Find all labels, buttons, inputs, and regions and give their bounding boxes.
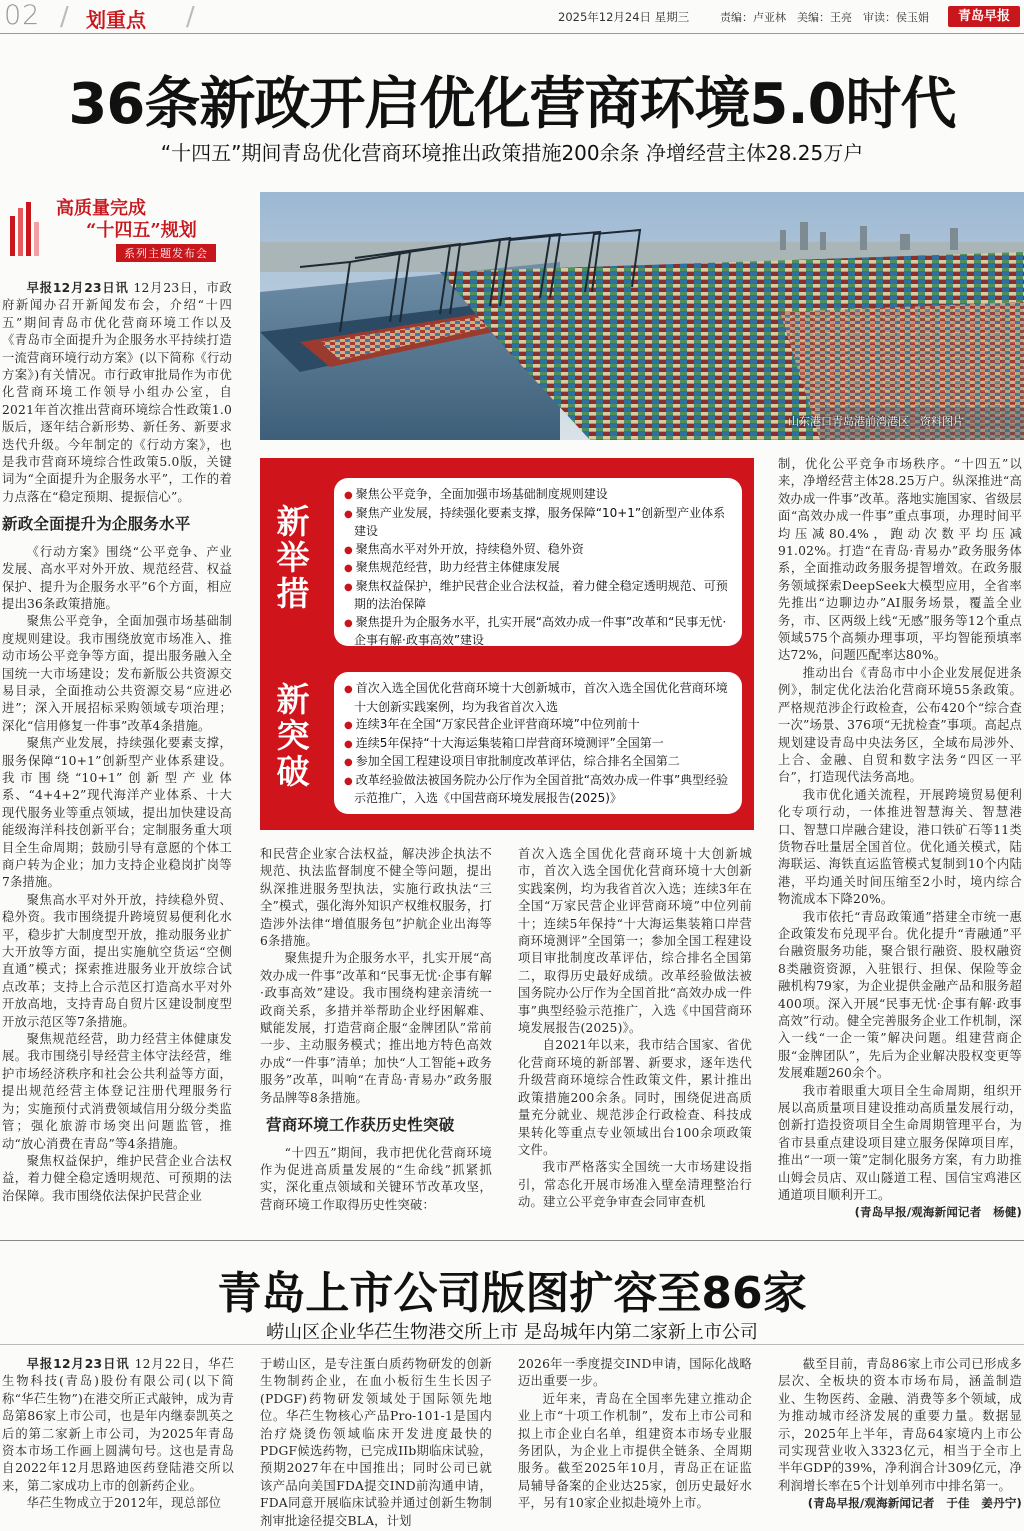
new-breakthroughs-box bbox=[334, 672, 742, 814]
newspaper-logo: 青岛早报 bbox=[948, 6, 1020, 27]
paragraph: 12月22日，华芢生物科技(青岛)股份有限公司(以下简称“华芢生物”)在港交所正式敲钟，成为青岛第86家上市公司，也是年内继泰凯英之后的第二家新上市公司，为2025年青岛资本市场工作画上圆满句号。这也是青岛自2022年12月思路迪医药登陆港交所以来，第二家成功上市的创新药企业。 bbox=[2, 1357, 234, 1493]
reporter-credit: (青岛早报/观海新闻记者 于佳 姜丹宁) bbox=[807, 1496, 1022, 1511]
paragraph: 我市严格落实全国统一大市场建设指引，常态化开展市场准入壁垒清理整治行动。建立公平竞争审查会同审查机 bbox=[518, 1160, 752, 1210]
header-divider: / bbox=[60, 2, 69, 32]
series-logo-line1: 高质量完成 bbox=[56, 198, 146, 219]
paragraph: 自2021年以来，我市结合国家、省优化营商环境的新部署、新要求，逐年迭代升级营商环境综合性政策文件，累计推出政策措施200余条。同时，围绕促进高质量充分就业、规范涉企行政检查、科技成果转化等重点专业领域出台100余项政策文件。 bbox=[518, 1038, 752, 1157]
paragraph: 首次入选全国优化营商环境十大创新城市，首次入选全国优化营商环境十大创新实践案例，均为我省首次入选；连续3年在全国“万家民营企业评营商环境”中位列前十；连续5年保持“十大海运集装箱口岸营商环境测评”全国第一；参加全国工程建设项目审批制度改革评估，综合排名全国第二，取得历史最好成绩。改革经验做法被国务院办公厅作为全国首批“高效办成一件事”典型经验示范推广，入选《中国营商环境发展报告(2025)》。 bbox=[518, 847, 752, 1036]
section-subhead: 新政全面提升为企服务水平 bbox=[2, 515, 191, 534]
lead-subtitle: “十四五”期间青岛优化营商环境推出政策措施200余条 净增经营主体28.25万户 bbox=[160, 141, 864, 165]
new-measures-box bbox=[334, 478, 742, 646]
highlights-panel bbox=[260, 458, 754, 830]
list-item: ● 连续5年保持“十大海运集装箱口岸营商环境测评”全国第一 bbox=[344, 735, 732, 754]
series-logo-tag: 系列主题发布会 bbox=[116, 244, 216, 262]
paragraph: 我市着眼重大项目全生命周期，组织开展以高质量项目建设推动高质量发展行动，创新打造投资项目全生命周期管理平台，为省市县重点建设项目建立服务保障项目库，推出“一项一策”定制化服务方案，有力助推山姆会员店、双山隧道工程、国信宝鸡港区通道项目顺利开工。 bbox=[778, 1083, 1022, 1203]
paragraph: 我市优化通关流程，开展跨境贸易便利化专项行动，一体推进智慧海关、智慧港口、智慧口岸融合建设，港口铁矿石等11类货物吞吐量居全国首位。优化通关模式，陆海联运、海铁直运监管模式复制到10个内陆港，平均通关时间压缩至2小时，境内综合物流成本下降20%。 bbox=[778, 787, 1022, 907]
series-logo-line2: “十四五”规划 bbox=[86, 220, 197, 241]
list-item: ● 聚焦高水平对外开放，持续稳外贸、稳外资 bbox=[344, 541, 732, 560]
lead-article-column-3 bbox=[518, 846, 752, 1234]
page-number: 02 bbox=[4, 0, 41, 31]
paragraph: 2026年一季度提交IND申请，国际化战略迈出重要一步。 bbox=[518, 1357, 752, 1389]
list-item: ● 聚焦公平竞争，全面加强市场基础制度规则建设 bbox=[344, 486, 732, 505]
series-logo bbox=[4, 192, 248, 266]
issue-date: 2025年12月24日 星期三 bbox=[558, 10, 690, 24]
paragraph: 于崂山区，是专注蛋白质药物研发的创新生物制药企业，在血小板衍生生长因子(PDGF)药物研发领域处于国际领先地位。华芢生物核心产品Pro-101-1是国内治疗烧烫伤领域临床开发进度最快的PDGF候选药物，已完成IIb期临床试验，预期2027年在中国推出；同时公司已就该产品向美国FDA提交IND前沟通申请，FDA同意开展临床试验并通过创新生物制剂审批途径提交BLA，计划 bbox=[260, 1357, 492, 1528]
list-item: ● 首次入选全国优化营商环境十大创新城市，首次入选全国优化营商环境十大创新实践案例，均为我省首次入选 bbox=[344, 680, 732, 716]
paragraph: 近年来，青岛在全国率先建立推动企业上市“十项工作机制”，发布上市公司和拟上市企业白名单，组建资本市场专业服务团队，为企业上市提供全链条、全周期服务。截至2025年10月，青岛正在证监局辅导备案的企业达25家，创历史最好水平，另有10家企业拟赴境外上市。 bbox=[518, 1391, 752, 1511]
lead-article-column-4 bbox=[778, 456, 1022, 1234]
list-item: ● 聚焦提升为企服务水平，扎实开展“高效办成一件事”改革和“民事无忧·企事有解·政事高效”建设 bbox=[344, 614, 732, 647]
story-divider bbox=[0, 1240, 1024, 1241]
list-item: ● 聚焦规范经营，助力经营主体健康发展 bbox=[344, 559, 732, 578]
article-byline: 早报12月23日讯 bbox=[26, 281, 129, 295]
lead-article-column-2 bbox=[260, 846, 492, 1234]
paragraph: 12月23日，市政府新闻办召开新闻发布会，介绍“十四五”期间青岛市优化营商环境工作以及《青岛市全面提升为企服务水平持续打造一流营商环境行动方案》(以下简称《行动方案》)有关情况。市行政审批局作为市优化营商环境工作领导小组办公室，自2021年首次推出营商环境综合性政策1.0版后，逐年结合新形势、新任务、新要求迭代升级。今年制定的《行动方案》，也是我市营商环境综合性政策5.0版，关键词为“全面提升为企服务水平”，工作的着力点落在“稳定预期、提振信心”。 bbox=[2, 281, 232, 504]
paragraph: 截至目前，青岛86家上市公司已形成多层次、全板块的资本市场布局，涵盖制造业、生物医药、金融、消费等多个领域，成为推动城市经济发展的重要力量。数据显示，2025年上半年，青岛64家境内上市公司实现营业收入3323亿元，相当于全市上半年GDP的39%，净利润合计309亿元，净利润增长率在5个计划单列市中排名第一。 bbox=[778, 1357, 1022, 1493]
paragraph: 聚焦公平竞争，全面加强市场基础制度规则建设。我市围绕放宽市场准入、推动市场公平竞争等方面，提出服务融入全国统一大市场建设；发布新版公共资源交易目录，全面推动公共资源交易“应进必进”；深入开展招标采购领域专项治理；深化“信用修复一件事”改革4条措施。 bbox=[2, 614, 232, 733]
paragraph: “十四五”期间，我市把优化营商环境作为促进高质量发展的“生命线”抓紧抓实，深化重点领域和关键环节改革攻坚，营商环境工作取得历史性突破： bbox=[260, 1145, 492, 1212]
lead-article-column-1 bbox=[2, 280, 232, 1232]
port-photo bbox=[260, 192, 1024, 440]
second-subtitle: 崂山区企业华芢生物港交所上市 是岛城年内第二家新上市公司 bbox=[266, 1322, 758, 1343]
editor-credits: 责编：卢亚林 美编：王亮 审读：侯玉娟 bbox=[720, 11, 929, 24]
second-article-column-1 bbox=[2, 1356, 234, 1530]
paragraph: 推动出台《青岛市中小企业发展促进条例》，制定优化法治化营商环境55条政策。严格规范涉企行政检查，公布420个“综合查一次”场景、376项“无扰检查”事项。高起点规划建设青岛中央法务区，全域布局涉外、上合、金融、自贸和数字法务“四区一平台”，打造现代法务高地。 bbox=[778, 665, 1022, 785]
second-article-column-2 bbox=[260, 1356, 492, 1530]
article-byline: 早报12月23日讯 bbox=[26, 1357, 130, 1371]
new-breakthroughs-label: 新突破 bbox=[276, 680, 310, 791]
paragraph: 制，优化公平竞争市场秩序。“十四五”以来，净增经营主体28.25万户。纵深推进“高效办成一件事”改革。落地实施国家、省级层面“高效办成一件事”重点事项，办理时间平均压减80.4%，跑动次数平均压减91.02%。打造“在青岛·青易办”政务服务体系，全面推动政务服务提智增效。在政务服务领域探索DeepSeek大模型应用，全省率先推出“边聊边办”AI服务场景，覆盖全业务，市、区两级上线“无感”服务等12个重点领域575个高频办理事项，平均智能预填率达72%，问题匹配率达80%。 bbox=[778, 457, 1022, 663]
lead-headline: 36条新政开启优化营商环境5.0时代 bbox=[68, 72, 956, 137]
section-title: 划重点 bbox=[86, 8, 146, 32]
second-article-column-3 bbox=[518, 1356, 752, 1530]
list-item: ● 参加全国工程建设项目审批制度改革评估，综合排名全国第二 bbox=[344, 753, 732, 772]
second-headline: 青岛上市公司版图扩容至86家 bbox=[217, 1268, 807, 1319]
paragraph: 《行动方案》围绕“公平竞争、产业发展、高水平对外开放、规范经营、权益保护、提升为企服务水平”6个方面，相应提出36条政策措施。 bbox=[2, 544, 232, 611]
paragraph: 我市依托“青岛政策通”搭建全市统一惠企政策发布兑现平台。优化提升“青融通”平台融资服务功能，聚合银行融资、股权融资8类融资资源，入驻银行、担保、保险等金融机构79家，为企业提供金融产品和服务超400项。深入开展“民事无忧·企事有解·政事高效”行动。健全完善服务企业工作机制，深入一线“一企一策”解决问题。组建营商企服“金牌团队”，先后为企业解决股权变更等发展难题260余个。 bbox=[778, 909, 1022, 1081]
port-photo-image bbox=[260, 192, 1024, 440]
second-article-column-4 bbox=[778, 1356, 1022, 1530]
section-subhead: 营商环境工作获历史性突破 bbox=[266, 1116, 455, 1135]
header-divider: / bbox=[186, 2, 195, 32]
list-item: ● 改革经验做法被国务院办公厅作为全国首批“高效办成一件事”典型经验示范推广，入选《中国营商环境发展报告(2025)》 bbox=[344, 772, 732, 808]
paragraph: 聚焦高水平对外开放，持续稳外贸、稳外资。我市围绕提升跨境贸易便利化水平，稳步扩大制度型开放，推动服务业扩大开放等方面，提出实施航空货运“空侧直通”模式；探索推进服务业开放综合试点改革；支持上合示范区打造高水平对外开放高地，支持青岛自贸片区建设制度型开放示范区等7条措施。 bbox=[2, 892, 232, 1029]
series-logo-bars-icon bbox=[8, 202, 48, 262]
list-item: ● 聚焦权益保护，维护民营企业合法权益，着力健全稳定透明规范、可预期的法治保障 bbox=[344, 578, 732, 614]
list-item: ● 聚焦产业发展，持续强化要素支撑，服务保障“10+1”创新型产业体系建设 bbox=[344, 505, 732, 541]
photo-caption: 山东港口青岛港前湾港区 资料图片 bbox=[788, 415, 964, 428]
paragraph: 和民营企业家合法权益，解决涉企执法不规范、执法监督制度不健全等问题，提出纵深推进服务型执法，实施行政执法“三全”模式，强化海外知识产权维权服务，打造涉外法律“增值服务包”护航企业出海等6条措施。 bbox=[260, 847, 492, 949]
paragraph: 聚焦权益保护，维护民营企业合法权益，着力健全稳定透明规范、可预期的法治保障。我市围绕依法保护民营企业 bbox=[2, 1153, 232, 1203]
new-measures-label: 新举措 bbox=[276, 502, 310, 613]
paragraph: 聚焦提升为企服务水平，扎实开展“高效办成一件事”改革和“民事无忧·企事有解·政事高效”建设。我市围绕构建亲清统一政商关系，多措并举帮助企业纾困解难、赋能发展，打造营商企服“金牌团队”常前一步、主动服务模式；推出地方特色高效办成“一件事”清单；加快“人工智能+政务服务”改革，叫响“在青岛·青易办”政务服务品牌等8条措施。 bbox=[260, 951, 492, 1105]
story-divider bbox=[0, 1344, 1024, 1345]
paragraph: 聚焦产业发展，持续强化要素支撑，服务保障“10+1”创新型产业体系建设。我市围绕“10+1”创新型产业体系、“4+4+2”现代海洋产业体系、十大现代服务业等重点领域，提出加快建设高能级海洋科技创新平台；定制服务重大项目全生命周期；鼓励引导有意愿的个体工商户转为企业；加力支持企业稳岗扩岗等7条措施。 bbox=[2, 736, 232, 890]
paragraph: 聚焦规范经营，助力经营主体健康发展。我市围绕引导经营主体守法经营，维护市场经济秩序和社会公共利益等方面，提出规范经营主体登记注册代理服务行为；实施预付式消费领域信用分级分类监管；强化旅游市场突出问题监管，推动“放心消费在青岛”等4条措施。 bbox=[2, 1032, 232, 1151]
reporter-credit: (青岛早报/观海新闻记者 杨健) bbox=[854, 1205, 1022, 1220]
paragraph: 华芢生物成立于2012年，现总部位 bbox=[26, 1496, 222, 1511]
list-item: ● 连续3年在全国“万家民营企业评营商环境”中位列前十 bbox=[344, 716, 732, 735]
